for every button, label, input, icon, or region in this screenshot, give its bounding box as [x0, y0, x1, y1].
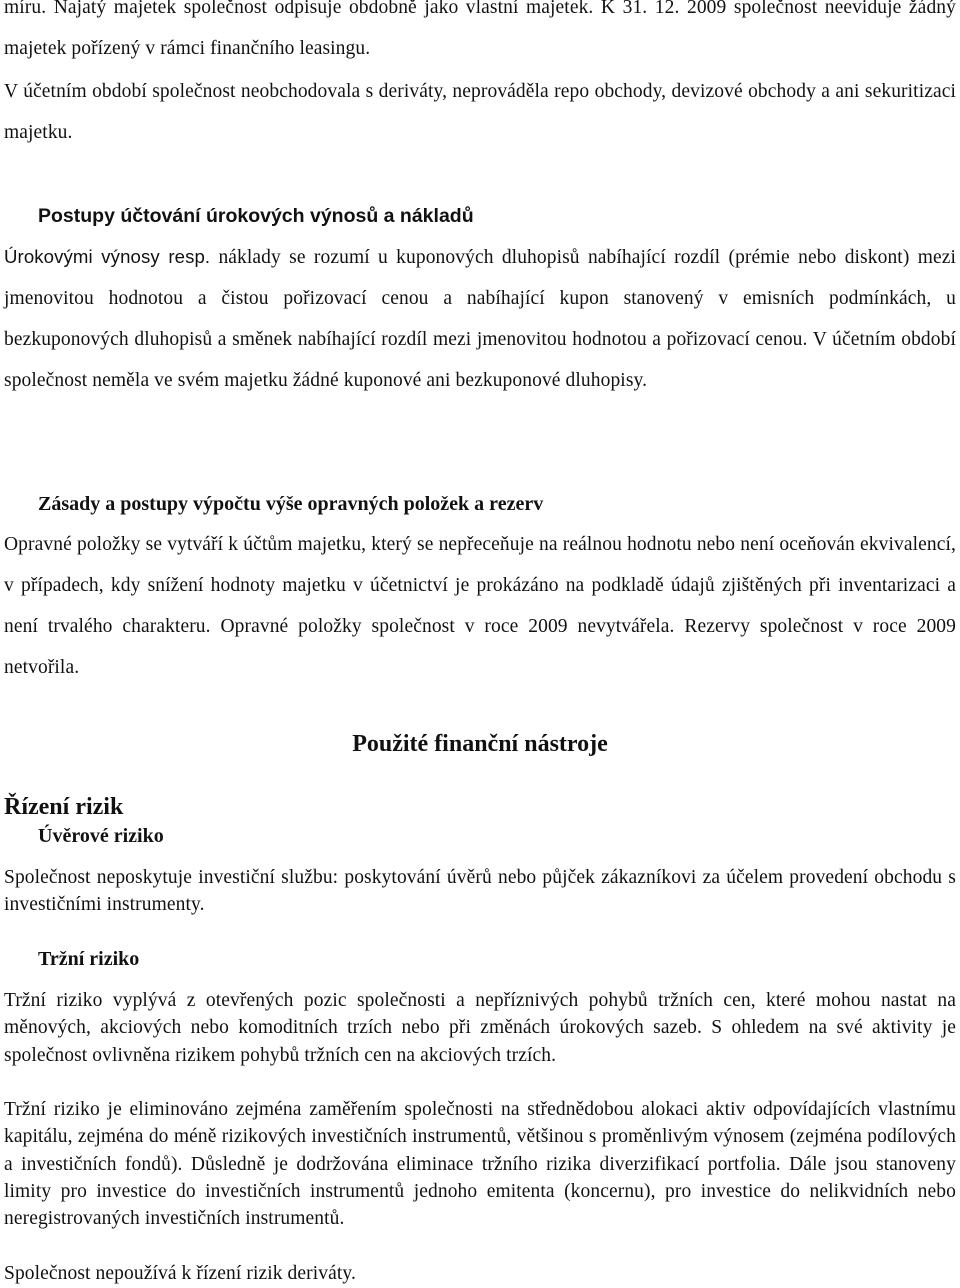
paragraph-trzni-riziko-1: Tržní riziko vyplývá z otevřených pozic společnosti a nepříznivých pohybů tržních cen, které mohou nastat na měnových, akciových nebo komoditních trzích nebo při změnách úrokových sazeb. S ohledem na své aktivity je společnost ovlivněna rizikem pohybů tržních cen na akciových trzích.	[4, 990, 956, 1066]
paragraph-trzni-riziko-3: Společnost nepoužívá k řízení rizik deriváty.	[4, 1263, 356, 1284]
paragraph-urokove-rest: náklady se rozumí u kuponových dluhopisů nabíhající rozdíl (prémie nebo diskont) mezi jmenovitou hodnotou a čistou pořizovací cenou a nabíhající kupon stanovený v emisních podmínkách, u bezkuponových dluhopisů a směnek nabíhající rozdíl mezi jmenovitou hodnotou a pořizovací cenou. V účetním období společnost neměla ve svém majetku žádné kuponové ani bezkuponové dluhopisy.	[4, 247, 956, 391]
heading-urokove-vynosy: Postupy účtování úrokových výnosů a nákladů	[38, 205, 474, 227]
paragraph-urokove-lead: Úrokovými výnosy resp.	[4, 246, 211, 267]
heading-rizeni-rizik: Řízení rizik	[4, 794, 124, 820]
heading-trzni-riziko: Tržní riziko	[38, 948, 140, 970]
paragraph-urokove-vynosy	[4, 236, 956, 401]
paragraph-uverove-riziko: Společnost neposkytuje investiční službu: poskytování úvěrů nebo půjček zákazníkovi za účelem provedení obchodu s investičními instrumenty.	[4, 867, 956, 916]
heading-opravne-polozky: Zásady a postupy výpočtu výše opravných položek a rezerv	[38, 493, 544, 515]
heading-pouzite-financni-nastroje: Použité finanční nástroje	[352, 731, 608, 757]
paragraph-derivaty: V účetním období společnost neobchodovala s deriváty, neprováděla repo obchody, devizové obchody a ani sekuritizaci majetku.	[4, 81, 956, 143]
heading-uverove-riziko: Úvěrové riziko	[38, 825, 164, 847]
paragraph-opravne-polozky: Opravné položky se vytváří k účtům majetku, který se nepřeceňuje na reálnou hodnotu nebo není oceňován ekvivalencí, v případech, kdy snížení hodnoty majetku v účetnictví je prokázáno na podkladě údajů zjištěných při inventarizaci a není trvalého charakteru. Opravné položky společnost v roce 2009 nevytvářela. Rezervy společnost v roce 2009 netvořila.	[4, 534, 956, 678]
paragraph-trzni-riziko-2: Tržní riziko je eliminováno zejména zaměřením společnosti na střednědobou alokaci aktiv odpovídajících vlastnímu kapitálu, zejména do méně rizikových investičních instrumentů, většinou s proměnlivým výnosem (zejména podílových a investičních fondů). Důsledně je dodržována eliminace tržního rizika diverzifikací portfolia. Dále jsou stanoveny limity pro investice do investičních instrumentů jednoho emitenta (koncernu), pro investice do nelikvidních nebo neregistrovaných investičních instrumentů.	[4, 1099, 956, 1230]
paragraph-leasing: míru. Najatý majetek společnost odpisuje obdobně jako vlastní majetek. K 31. 12. 2009 společnost neeviduje žádný majetek pořízený v rámci finančního leasingu.	[4, 0, 956, 59]
